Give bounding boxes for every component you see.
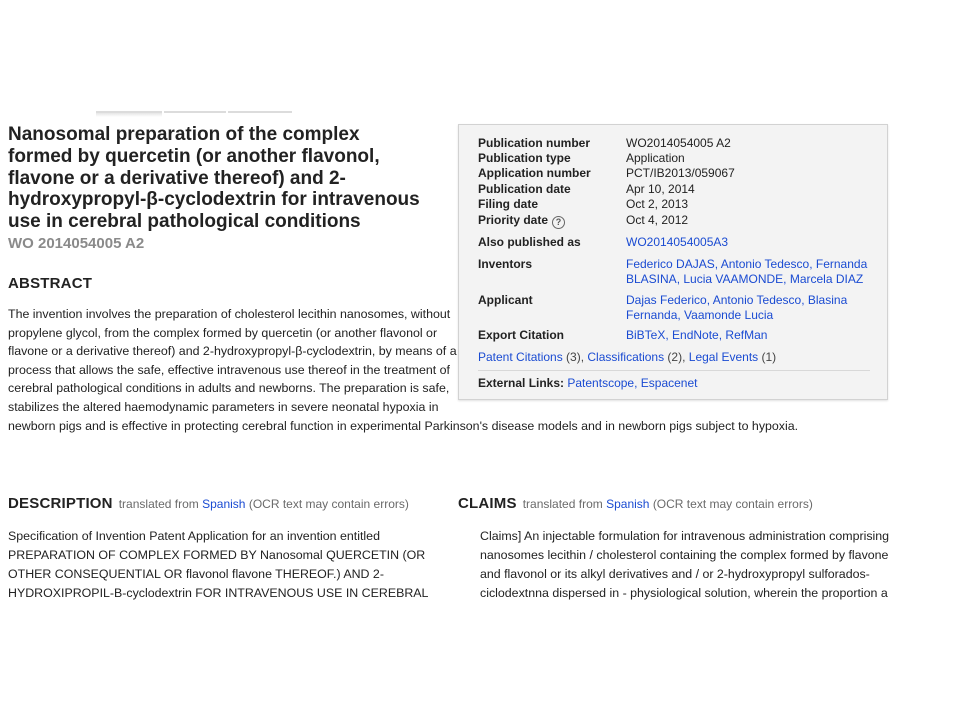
tab-active-indicator[interactable] xyxy=(96,111,162,117)
abstract-line: newborn pigs and is effective in protecting cerebral function in experimental Parkinson's disease models and in newborn pigs subject to hypoxia. xyxy=(8,418,799,433)
description-heading xyxy=(8,495,409,512)
title-line: formed by quercetin (or another flavonol, xyxy=(8,145,380,167)
claims-line: ciclodextnna dispersed in - physiological solution, wherein the proportion a xyxy=(480,586,888,600)
info-label: Application number xyxy=(478,166,591,180)
top-tab-strip xyxy=(96,111,296,117)
priority-date-label: Priority date xyxy=(478,213,549,227)
info-label: Filing date xyxy=(478,197,538,211)
info-label: Publication date xyxy=(478,182,571,196)
publication-id: WO 2014054005 A2 xyxy=(8,235,145,252)
abstract-line: The invention involves the preparation of cholesterol lecithin nanosomes, without xyxy=(8,307,451,321)
legal-events-link[interactable]: Legal Events xyxy=(688,350,759,364)
info-value: Oct 4, 2012 xyxy=(626,213,689,227)
patent-title xyxy=(8,124,448,233)
ocr-note: (OCR text may contain errors) xyxy=(248,497,409,511)
patent-citations-count: (3), xyxy=(562,350,588,364)
info-label xyxy=(478,213,626,229)
espacenet-link[interactable]: Espacenet xyxy=(640,376,698,390)
patentscope-link[interactable]: Patentscope xyxy=(567,376,635,390)
source-language-link[interactable]: Spanish xyxy=(202,497,246,511)
info-value: WO2014054005 A2 xyxy=(626,136,731,150)
applicant-links[interactable]: Dajas Federico, Antonio Tedesco, Blasina Fernanda, Vaamonde Lucia xyxy=(626,293,848,322)
title-line: flavone or a derivative thereof) and 2- xyxy=(8,167,346,189)
export-refman-link[interactable]: RefMan xyxy=(725,328,768,342)
translation-note xyxy=(119,497,409,511)
description-line: OTHER CONSEQUENTIAL OR flavonol flavone THEREOF.) AND 2- xyxy=(8,567,384,581)
external-links-label: External Links: xyxy=(478,376,565,390)
external-links-row xyxy=(478,376,697,391)
info-label: Also published as xyxy=(478,235,581,249)
also-published-link[interactable]: WO2014054005A3 xyxy=(626,235,729,249)
info-label: Publication number xyxy=(478,136,591,150)
claims-title: CLAIMS xyxy=(458,495,517,512)
abstract-line: cerebral pathological conditions in adults and newborns. The preparation is safe, xyxy=(8,381,450,396)
claims-line: and flavonol or its alkyl derivatives and / or 2-hydroxypropyl sulforados- xyxy=(480,567,870,581)
separator: , xyxy=(634,376,641,390)
abstract-line: propylene glycol, from the complex formed by quercetin (or another flavonol or xyxy=(8,325,438,340)
ocr-note: (OCR text may contain errors) xyxy=(652,497,813,511)
separator: , xyxy=(718,328,726,342)
source-language-link[interactable]: Spanish xyxy=(606,497,650,511)
info-label: Publication type xyxy=(478,151,571,165)
description-line: Specification of Invention Patent Application for an invention entitled xyxy=(8,529,380,543)
divider xyxy=(478,370,870,371)
export-endnote-link[interactable]: EndNote xyxy=(672,328,719,342)
info-value: Apr 10, 2014 xyxy=(626,182,695,196)
abstract-line: process that allows the safe, effective intravenous use thereof in the treatment of xyxy=(8,362,450,377)
legal-events-count: (1) xyxy=(758,350,777,364)
classifications-link[interactable]: Classifications xyxy=(587,350,665,364)
translated-from-label: translated from xyxy=(118,497,199,511)
classifications-count: (2), xyxy=(664,350,689,364)
abstract-line: flavone or a derivative thereof) and 2-hydroxypropyl-β-cyclodextrin, by means of a xyxy=(8,344,457,359)
claims-text xyxy=(480,527,889,603)
info-label: Export Citation xyxy=(478,328,564,342)
citations-row xyxy=(478,350,776,365)
description-line: PREPARATION OF COMPLEX FORMED BY Nanosomal QUERCETIN (OR xyxy=(8,548,426,562)
info-value: PCT/IB2013/059067 xyxy=(626,166,735,180)
claims-heading xyxy=(458,495,813,512)
title-line: use in cerebral pathological conditions xyxy=(8,211,361,233)
tab-indicator[interactable] xyxy=(228,111,292,117)
info-value: Oct 2, 2013 xyxy=(626,197,689,211)
inventors-links[interactable]: Federico DAJAS, Antonio Tedesco, Fernanda BLASINA, Lucia VAAMONDE, Marcela DIAZ xyxy=(626,257,868,286)
abstract-heading: ABSTRACT xyxy=(8,275,93,292)
claims-line: nanosomes lecithin / cholesterol containing the complex formed by flavone xyxy=(480,548,889,562)
description-line: HYDROXIPROPIL-B-cyclodextrin FOR INTRAVENOUS USE IN CEREBRAL xyxy=(8,586,429,600)
title-line: Nanosomal preparation of the complex xyxy=(8,124,360,145)
separator: , xyxy=(665,328,673,342)
title-line: hydroxypropyl-β-cyclodextrin for intravenous xyxy=(8,189,420,211)
abstract-line: stabilizes the altered haemodynamic parameters in severe neonatal hypoxia in xyxy=(8,399,439,414)
info-label: Applicant xyxy=(478,293,533,307)
description-text xyxy=(8,527,428,603)
patent-citations-link[interactable]: Patent Citations xyxy=(478,350,563,364)
info-value: Application xyxy=(626,151,685,165)
publication-info-box xyxy=(458,124,888,400)
export-bibtex-link[interactable]: BiBTeX xyxy=(626,328,666,342)
export-links xyxy=(626,328,878,343)
translation-note xyxy=(523,497,813,511)
description-title: DESCRIPTION xyxy=(8,495,113,512)
tab-indicator[interactable] xyxy=(164,111,226,117)
claims-line: Claims] An injectable formulation for intravenous administration comprising xyxy=(480,529,890,543)
help-icon[interactable]: ? xyxy=(552,216,565,229)
translated-from-label: translated from xyxy=(522,497,603,511)
info-label: Inventors xyxy=(478,257,533,271)
